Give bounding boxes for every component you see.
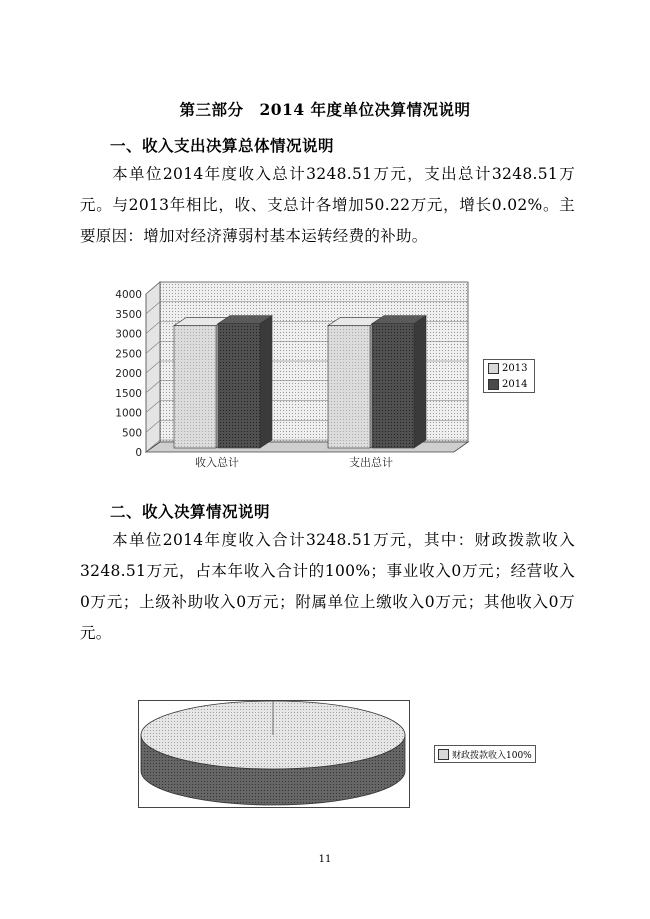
x-tick-label: 支出总计 [349,456,393,469]
pie-chart-legend [434,745,536,763]
bar-front [372,324,414,448]
legend-swatch-fiscal [438,749,449,760]
bar-收入总计-2014 [218,316,272,448]
bar-支出总计-2014 [372,316,426,448]
y-tick-label: 0 [135,447,142,459]
legend-label-fiscal: 财政拨款收入100% [452,750,532,761]
bar-side [414,316,426,448]
bar-chart-legend [483,359,535,393]
legend-label-2013: 2013 [502,362,528,374]
section1-paragraph [80,159,575,252]
y-tick-label: 4000 [115,289,142,301]
bar-front [174,326,216,448]
y-tick-label: 3500 [115,308,142,321]
y-tick-label: 1500 [115,387,142,400]
bar-front [218,324,260,448]
legend-label-2014: 2014 [502,378,528,390]
section2-paragraph [80,525,575,649]
bar-side [260,316,272,448]
y-tick-label: 3000 [115,328,142,341]
y-tick-label: 1000 [115,407,142,420]
legend-swatch-2014 [488,379,499,390]
page-number: 11 [318,854,332,865]
section1-heading: 一、收入支出决算总体情况说明 [110,136,335,155]
legend-swatch-2013 [488,363,499,374]
section2-paragraph-text: 本单位2014年度收入合计3248.51万元，其中：财政拨款收入3248.51万元，占本年收入合计的100%；事业收入0万元；经营收入0万元；上级补助收入0万元；附属单位上缴收入0万元；其他收入0万元。 [80,531,575,642]
x-tick-label: 收入总计 [195,456,239,469]
legend-item-2014 [484,376,534,392]
y-tick-label: 500 [121,427,142,440]
pie-chart [138,700,410,808]
section-title: 第三部分 2014 年度单位决算情况说明 [179,100,471,119]
bar-chart [100,278,540,473]
y-tick-label: 2500 [115,348,142,361]
bar-front [328,326,370,448]
legend-item-2013 [484,360,534,376]
section2-heading: 二、收入决算情况说明 [110,502,271,521]
y-tick-label: 2000 [115,368,142,380]
section1-paragraph-text: 本单位2014年度收入总计3248.51万元，支出总计3248.51万元。与2013年相比，收、支总计各增加50.22万元，增长0.02%。主要原因：增加对经济薄弱村基本运转经费的补助。 [80,165,575,245]
